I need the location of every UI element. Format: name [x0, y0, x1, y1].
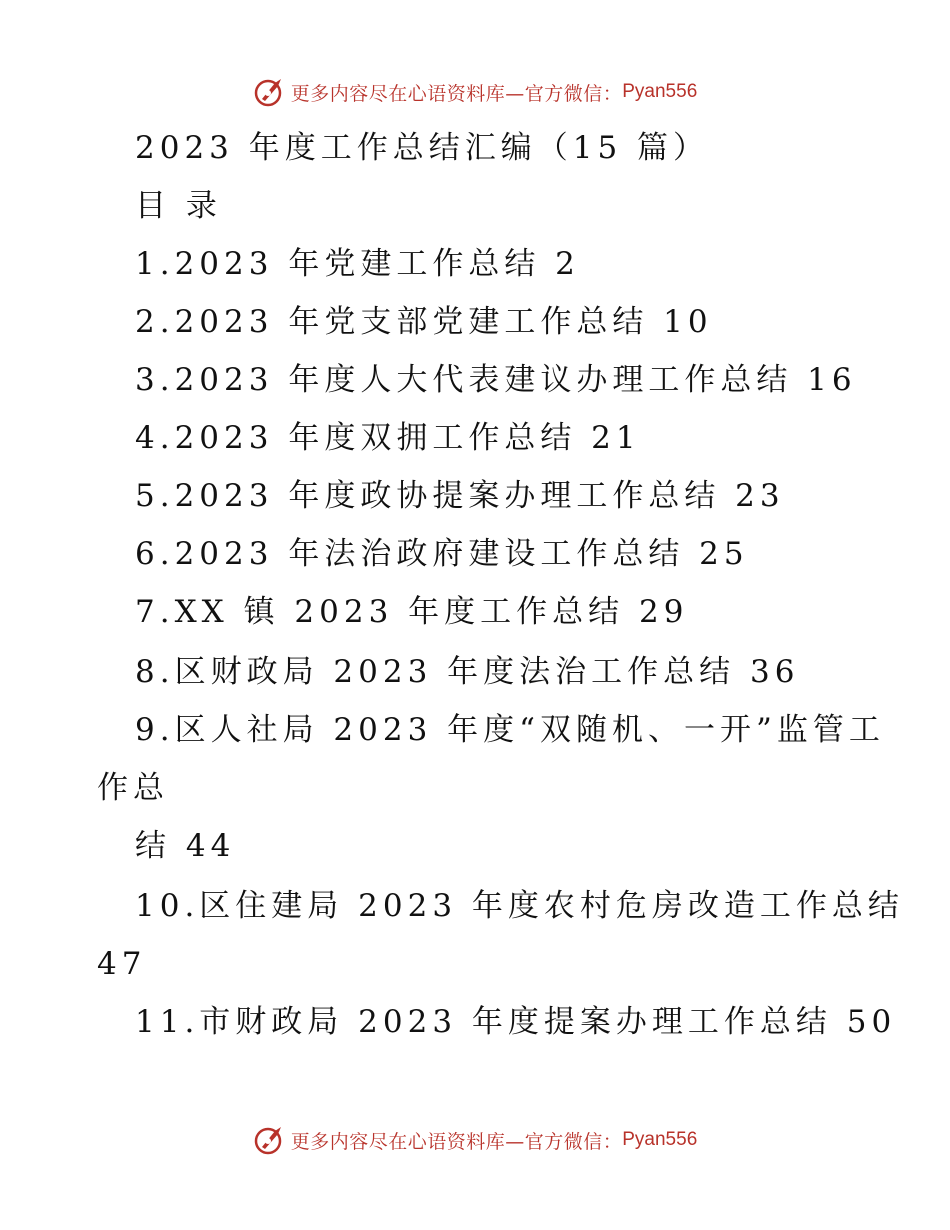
toc-item: 2.2023 年党支部党建工作总结 10 [135, 304, 713, 340]
toc-item: 9.区人社局 2023 年度“双随机、一开”监管工 [135, 712, 885, 748]
toc-item: 5.2023 年度政协提案办理工作总结 23 [135, 478, 785, 514]
document-title: 2023 年度工作总结汇编（15 篇） [135, 130, 710, 166]
pen-nib-seal-icon [253, 1123, 287, 1157]
watermark-footer [0, 1120, 950, 1160]
watermark-wechat-id: Pyan556 [622, 81, 698, 102]
toc-item: 6.2023 年法治政府建设工作总结 25 [135, 536, 749, 572]
watermark-wechat-id: Pyan556 [622, 1129, 698, 1150]
toc-item: 4.2023 年度双拥工作总结 21 [135, 420, 641, 456]
watermark-text: 更多内容尽在心语资料库—官方微信： [290, 1130, 623, 1153]
toc-item: 7.XX 镇 2023 年度工作总结 29 [135, 594, 689, 630]
toc-item-continuation: 作总 [97, 770, 169, 806]
toc-heading: 目 录 [135, 188, 222, 224]
toc-item-continuation: 47 [97, 946, 147, 982]
toc-item: 8.区财政局 2023 年度法治工作总结 36 [135, 654, 800, 690]
watermark-header [0, 72, 950, 112]
watermark-text: 更多内容尽在心语资料库—官方微信： [290, 82, 623, 105]
pen-nib-seal-icon [253, 75, 287, 109]
toc-item: 1.2023 年党建工作总结 2 [135, 246, 580, 282]
toc-item: 3.2023 年度人大代表建议办理工作总结 16 [135, 362, 857, 398]
toc-item-continuation: 结 44 [135, 828, 236, 864]
toc-item: 11.市财政局 2023 年度提案办理工作总结 50 [135, 1004, 897, 1040]
toc-item: 10.区住建局 2023 年度农村危房改造工作总结 [135, 888, 904, 924]
